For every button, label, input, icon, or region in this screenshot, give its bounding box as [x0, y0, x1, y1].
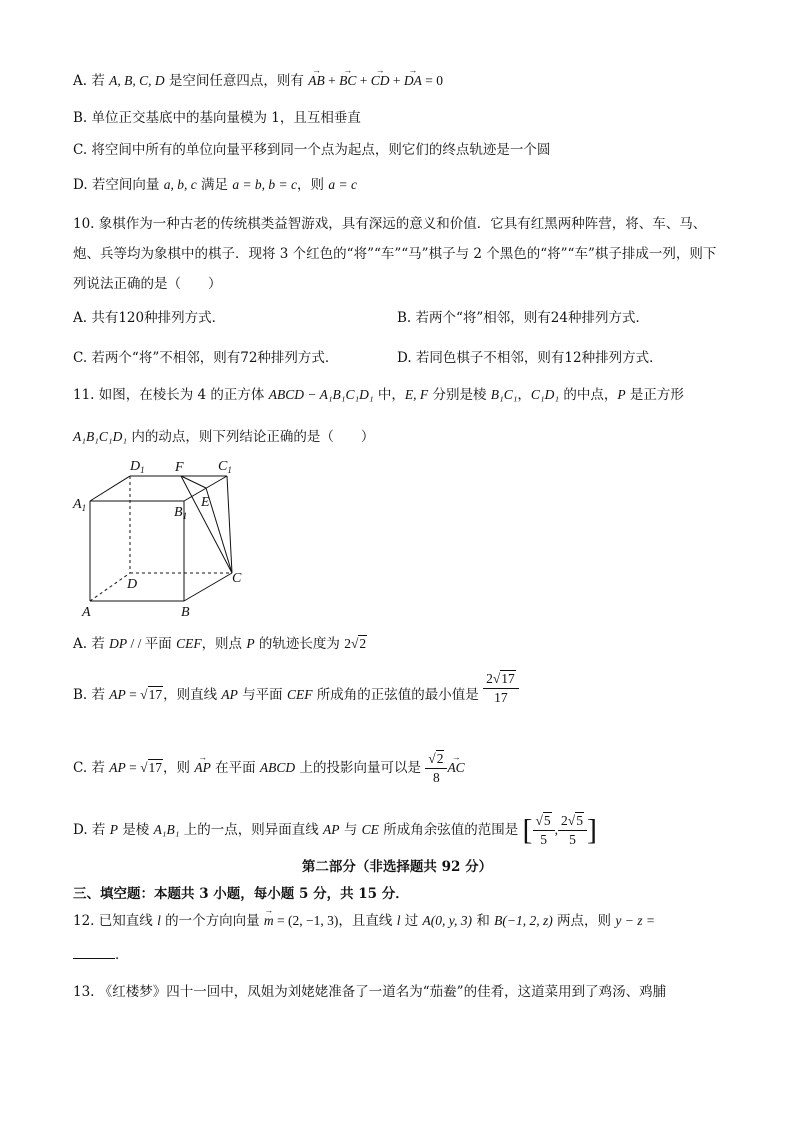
q12-stem: 12. 已知直线 l 的一个方向向量 → m = (2, −1, 3)，且直线 l 过 A(0, y, 3) 和 B(−1, 2, z) 两点，则 y − z =: [73, 912, 655, 930]
section-2-title: 第二部分（非选择题共 92 分）: [301, 859, 493, 875]
q11-stem-line-1: 11. 如图，在棱长为 4 的正方体 ABCD − A₁B₁C₁D₁ 中，E, F 分别是棱 B₁C₁，C₁D₁ 的中点，P 是正方形: [73, 387, 684, 403]
q10-option-a: A. 共有120种排列方式．: [73, 310, 226, 326]
label-d: D: [127, 577, 138, 592]
q11-option-d: D. 若 P 是棱 A₁B₁ 上的一点，则异面直线 AP 与 CE 所成角余弦值的范围是 [ $\frac{√5}{5}$ , $\frac{2√5}{5}$ ]: [73, 813, 597, 847]
q10-stem-line-1: 10. 象棋作为一种古老的传统棋类益智游戏，具有深远的意义和价值．它具有红黑两种阵营，将、车、马、: [73, 216, 707, 232]
label-a1: $A_1$: [73, 497, 87, 513]
label-b: B: [181, 605, 190, 620]
edge-ad-hidden: [90, 573, 130, 601]
label-c1: $C_1$: [218, 459, 232, 475]
label-b1: $B_1$: [174, 505, 188, 521]
label-e: E: [201, 495, 210, 510]
q11-b-fraction: $\frac{2√17}{17}$: [483, 670, 519, 707]
q9-option-b: B. 单位正交基底中的基向量模为 1，且互相垂直: [73, 110, 361, 126]
q11-stem-line-2: A₁B₁C₁D₁ 内的动点，则下列结论正确的是（ ）: [73, 429, 375, 445]
q11-option-b: B. 若 AP = √17，则直线 AP 与平面 CEF 所成角的正弦值的最小值是 $\frac{2√17}{17}$: [73, 684, 519, 707]
q13-stem: 13. 《红楼梦》四十一回中，凤姐为刘姥姥准备了一道名为“茄鲞”的佳肴，这道菜用到了鸡汤、鸡脯: [73, 984, 667, 1000]
edge-a1d1: [90, 476, 130, 501]
label-a: A: [82, 605, 91, 620]
q9-option-d: D. 若空间向量 a, b, c 满足 a = b, b = c，则 a = c: [73, 177, 357, 193]
q11-c-fraction: $\frac{√2}{8}$: [425, 750, 447, 787]
label-c: C: [232, 571, 242, 586]
q9-option-c: C. 将空间中所有的单位向量平移到同一个点为起点，则它们的终点轨迹是一个圆: [73, 142, 551, 158]
edge-bc: [184, 573, 232, 601]
edge-fe: [181, 476, 206, 488]
q11-option-c: C. 若 AP = √17，则 → AP 在平面 ABCD 上的投影向量可以是 $\frac{√2}{8}$ → AC: [73, 750, 465, 787]
q10-stem-line-3: 列说法正确的是（ ）: [73, 276, 222, 292]
q9-option-a: A. 若 A, B, C, D 是空间任意四点，则有 → AB + → BC + → CD + → DA = 0: [73, 72, 443, 90]
q10-stem-line-2: 炮、兵等均为象棋中的棋子．现将 3 个红色的“将”“车”“马”棋子与 2 个黑色的“将”“车”棋子排成一列，则下: [73, 246, 717, 262]
q12-answer-blank: ．: [73, 946, 129, 964]
section-3-header: 三、填空题：本题共 3 小题，每小题 5 分，共 15 分．: [73, 886, 409, 902]
q10-option-c: C. 若两个“将”不相邻，则有72种排列方式．: [73, 350, 339, 366]
label-d1: $D_1$: [130, 459, 145, 475]
q10-option-d: D. 若同色棋子不相邻，则有12种排列方式．: [397, 350, 663, 366]
label-f: F: [175, 460, 184, 475]
cube-figure: [68, 452, 258, 622]
q10-option-b: B. 若两个“将”相邻，则有24种排列方式．: [397, 310, 649, 326]
q11-option-a: A. 若 DP / / 平面 CEF，则点 P 的轨迹长度为 2√2: [73, 636, 367, 652]
